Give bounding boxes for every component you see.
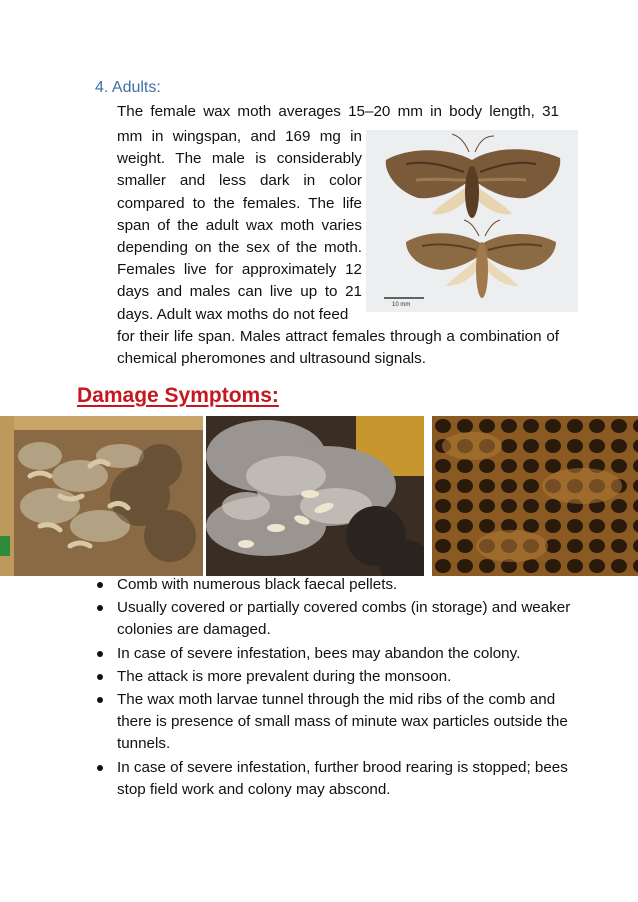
bullet-icon [97, 697, 103, 703]
bullet-icon [97, 651, 103, 657]
list-item: The wax moth larvae tunnel through the mid ribs of the comb and there is presence of small mass of minute wax particles outside the tunnels. [95, 689, 575, 756]
webbed-comb-photo [206, 416, 424, 576]
infested-frame-photo [0, 416, 203, 576]
damaged-comb-photo [432, 416, 638, 576]
adults-paragraph-continued: for their life span. Males attract females through a combination of chemical pheromones and ultrasound signals. [117, 328, 559, 368]
list-item: In case of severe infestation, further brood rearing is stopped; bees stop field work and colony may abscond. [95, 757, 575, 801]
bullet-icon [97, 605, 103, 611]
list-item: Comb with numerous black faecal pellets. [95, 574, 575, 596]
scale-bar-label: 10 mm [392, 302, 411, 308]
list-item: In case of severe infestation, bees may abandon the colony. [95, 643, 575, 665]
wax-moth-specimens-image [366, 130, 578, 312]
intro-line: The female wax moth averages 15–20 mm in body length, 31 [117, 103, 559, 120]
list-item: The attack is more prevalent during the monsoon. [95, 666, 575, 688]
adults-heading: 4. Adults: [95, 79, 161, 96]
damage-symptoms-heading: Damage Symptoms: [77, 384, 279, 407]
bullet-icon [97, 765, 103, 771]
bullet-icon [97, 582, 103, 588]
bullet-icon [97, 674, 103, 680]
adults-paragraph-wrapped: mm in wingspan, and 169 mg in weight. The male is considerably smaller and less dark in color compared to the females. The life span of the adult wax moth varies depending on the sex of the moth. Females live for approximately 12 days and males can live up to 21 days. Adult wax moths do not feed [117, 128, 362, 323]
damage-symptoms-list [95, 574, 575, 802]
list-item: Usually covered or partially covered combs (in storage) and weaker colonies are damaged. [95, 597, 575, 641]
